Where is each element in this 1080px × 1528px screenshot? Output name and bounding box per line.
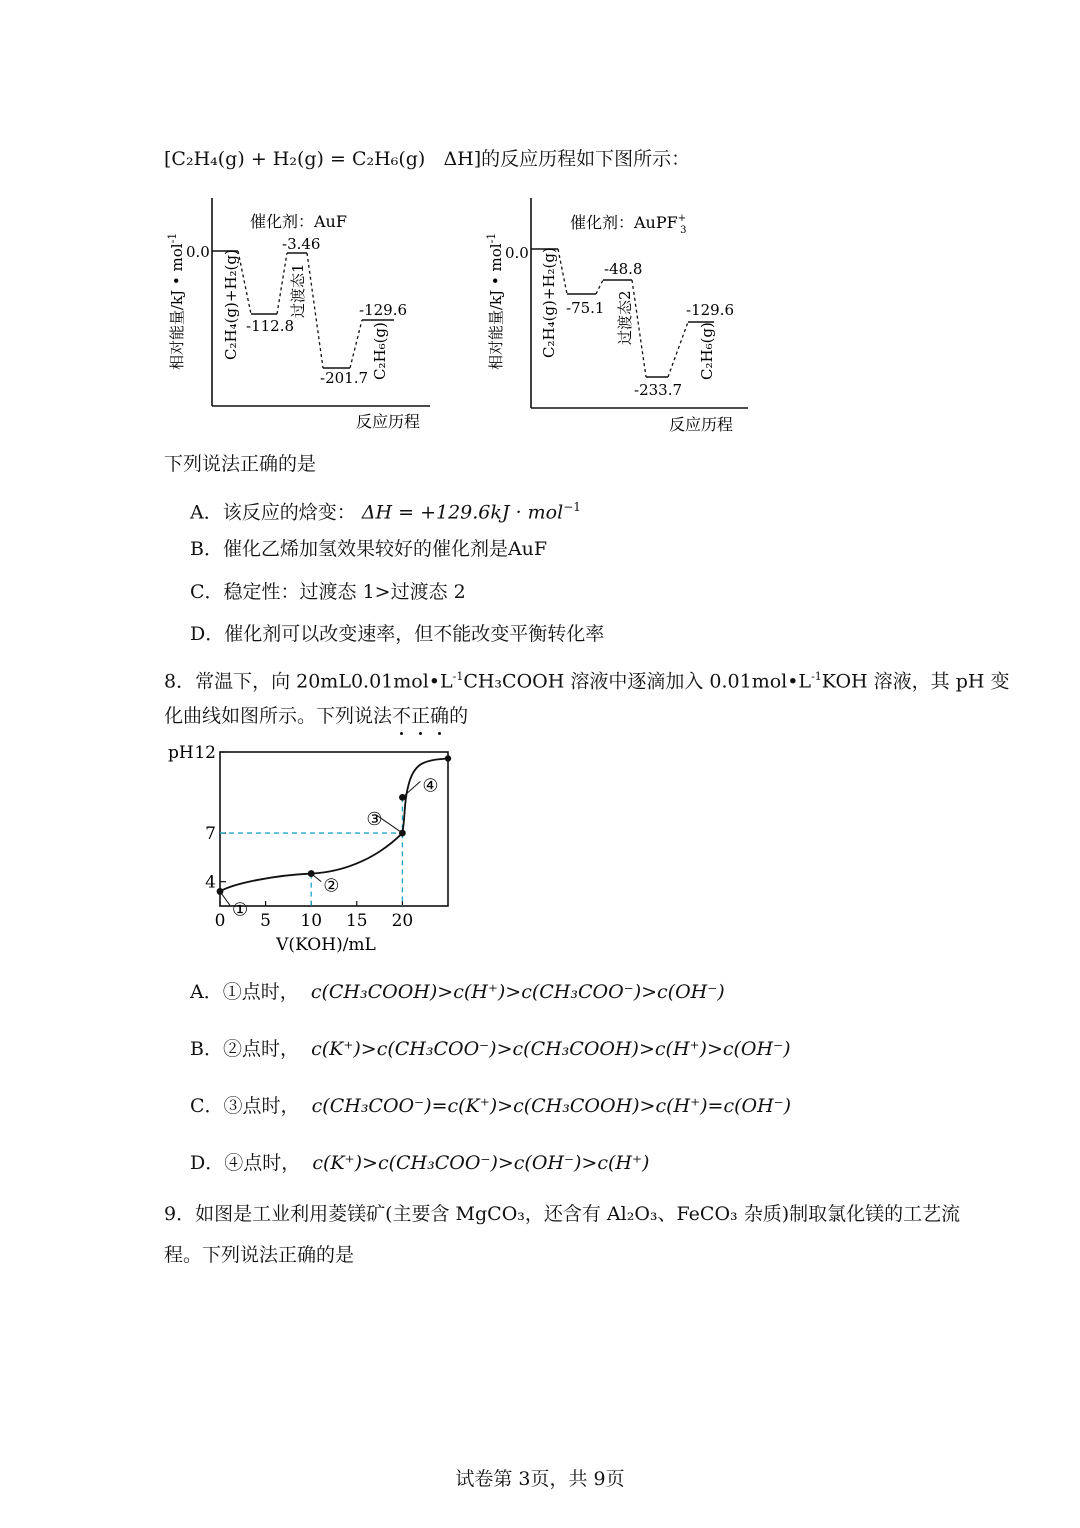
intro-tail: ]的反应历程如下图所示： xyxy=(473,148,691,170)
catalyst-charge: + xyxy=(677,213,687,224)
q7-option-c[interactable]: C．稳定性：过渡态 1>过渡态 2 xyxy=(190,581,466,603)
x-tick-label: 10 xyxy=(300,911,323,931)
option-expression: c(K⁺)>c(CH₃COO⁻)>c(CH₃COOH)>c(H⁺)>c(OH⁻) xyxy=(311,1038,791,1060)
transition-state-label: 过渡态1 xyxy=(289,263,307,318)
low-value: -233.7 xyxy=(634,381,683,399)
x-tick-label: 15 xyxy=(345,911,368,931)
q9-stem-line2: 程。下列说法正确的是 xyxy=(164,1244,355,1266)
y-tick-label: 12 xyxy=(194,743,216,763)
y-axis-label xyxy=(166,233,186,370)
emphasis-not-correct xyxy=(392,705,449,727)
option-point: ④点时， xyxy=(224,1152,301,1174)
q7-option-a[interactable] xyxy=(190,494,581,525)
x-tick-label: 0 xyxy=(214,911,226,931)
q8-text-b: CH₃COOH 溶液中逐滴加入 0.01mol•L xyxy=(463,670,812,693)
q7-stem: 下列说法正确的是 xyxy=(164,453,317,475)
transition-state-label: 过渡态2 xyxy=(616,290,634,345)
option-expression: c(CH₃COO⁻)=c(K⁺)>c(CH₃COOH)>c(H⁺)=c(OH⁻) xyxy=(311,1095,792,1117)
low-value: -201.7 xyxy=(320,369,369,387)
option-formula: ΔH = +129.6kJ · mol xyxy=(361,501,564,524)
point-leader-line xyxy=(220,891,230,905)
q8-option-d[interactable] xyxy=(190,1150,649,1176)
catalyst-subscript: 3 xyxy=(680,225,687,236)
option-expression: c(K⁺)>c(CH₃COO⁻)>c(OH⁻)>c(H⁺) xyxy=(312,1152,650,1174)
transition-state-value: -3.46 xyxy=(282,235,321,253)
q8-exp-2: -1 xyxy=(811,670,822,683)
product-label: C₂H₆(g) xyxy=(371,322,389,380)
q7-option-d[interactable]: D．催化剂可以改变速率，但不能改变平衡转化率 xyxy=(190,623,605,645)
data-point-label: ③ xyxy=(366,809,383,831)
page-footer: 试卷第 3页，共 9页 xyxy=(455,1468,625,1490)
ph-curve xyxy=(220,758,448,891)
energy-diagrams xyxy=(0,0,1080,460)
option-label: A． xyxy=(190,501,223,524)
reactant-ethylene: C₂H₄ xyxy=(171,148,218,170)
y-axis-label xyxy=(485,233,505,370)
x-tick-label: 5 xyxy=(260,911,272,931)
energy-diagram-left xyxy=(166,198,430,431)
y-axis-label: pH xyxy=(168,743,194,763)
data-point-label: ② xyxy=(323,875,340,897)
option-point: ②点时， xyxy=(222,1038,299,1060)
y-axis-label-text: 相对能量/kJ • mol xyxy=(487,243,505,370)
point-leader-line xyxy=(402,781,420,797)
start-energy-value: 0.0 xyxy=(186,243,210,261)
equals-sign: = xyxy=(330,148,346,170)
intermediate-value: -112.8 xyxy=(246,317,295,335)
q8-stem-line2 xyxy=(164,703,468,729)
option-point: ①点时， xyxy=(222,981,299,1003)
product-label: C₂H₆(g) xyxy=(698,322,716,380)
data-point-label: ④ xyxy=(422,775,439,797)
q8-option-b[interactable] xyxy=(190,1036,791,1062)
plus-sign: + xyxy=(250,148,267,170)
q8-exp-1: -1 xyxy=(452,670,464,683)
q8-option-c[interactable] xyxy=(190,1093,791,1119)
start-energy-value: 0.0 xyxy=(505,244,529,262)
q7-option-b[interactable]: B．催化乙烯加氢效果较好的催化剂是AuF xyxy=(190,538,548,560)
emphasis-char: 不 xyxy=(392,705,412,727)
ph-titration-chart xyxy=(160,742,480,962)
q8-option-a[interactable] xyxy=(190,979,725,1005)
transition-state-value: -48.8 xyxy=(604,260,643,278)
point-leader-line xyxy=(311,874,321,882)
option-expression: c(CH₃COOH)>c(H⁺)>c(CH₃COO⁻)>c(OH⁻) xyxy=(310,981,725,1003)
reactant-label: C₂H₄(g)+H₂(g) xyxy=(222,249,240,360)
q8-text-e: 的 xyxy=(449,705,469,727)
reactant-hydrogen: H₂ xyxy=(272,148,297,170)
y-tick-label: 4 xyxy=(205,872,216,893)
option-label: A． xyxy=(190,981,223,1003)
state-gas: (g) xyxy=(217,148,245,170)
end-point-marker xyxy=(445,755,451,761)
product-value: -129.6 xyxy=(686,301,735,319)
q8-text-d: 化曲线如图所示。下列说法 xyxy=(164,705,393,727)
enthalpy-symbol: ΔH xyxy=(443,148,474,170)
q9-stem-line1: 9．如图是工业利用菱镁矿(主要含 MgCO₃，还含有 Al₂O₃、FeCO₃ 杂质)制取氯化镁的工艺流 xyxy=(164,1203,961,1225)
bracket-open: [ xyxy=(164,148,172,170)
y-axis-label-text: 相对能量/kJ • mol xyxy=(168,243,186,370)
q8-text-a: 8．常温下，向 20mL0.01mol•L xyxy=(164,670,453,693)
product-ethane: C₂H₆ xyxy=(351,148,399,170)
x-axis-label: V(KOH)/mL xyxy=(276,935,376,955)
energy-diagram-right xyxy=(485,198,748,434)
catalyst-label xyxy=(570,213,687,236)
y-axis-label-exp: -1 xyxy=(166,232,179,244)
state-gas: (g) xyxy=(296,148,324,170)
option-point: ③点时， xyxy=(223,1095,300,1117)
option-label: D． xyxy=(190,1152,225,1174)
q8-stem-line1 xyxy=(164,664,1009,694)
x-tick-label: 20 xyxy=(391,911,414,931)
state-gas: (g) xyxy=(398,148,426,170)
data-point-label: ① xyxy=(232,899,249,921)
option-text: 该反应的焓变： xyxy=(222,501,356,524)
emphasis-char: 正 xyxy=(411,705,431,727)
y-axis-label-exp: -1 xyxy=(485,232,498,244)
q8-text-c: KOH 溶液，其 pH 变 xyxy=(821,670,1010,693)
y-tick-label: 7 xyxy=(205,824,216,845)
catalyst-label-text: 催化剂：AuPF xyxy=(570,213,678,232)
option-formula-exp: −1 xyxy=(563,500,581,514)
option-label: B． xyxy=(190,1038,223,1060)
intermediate-value: -75.1 xyxy=(566,299,605,317)
product-value: -129.6 xyxy=(359,301,408,319)
option-label: C． xyxy=(190,1095,224,1117)
x-axis-label: 反应历程 xyxy=(669,415,734,434)
reactant-label: C₂H₄(g)+H₂(g) xyxy=(540,247,558,358)
catalyst-label: 催化剂：AuF xyxy=(250,212,347,231)
x-axis-label: 反应历程 xyxy=(356,412,421,431)
emphasis-char: 确 xyxy=(430,705,450,727)
